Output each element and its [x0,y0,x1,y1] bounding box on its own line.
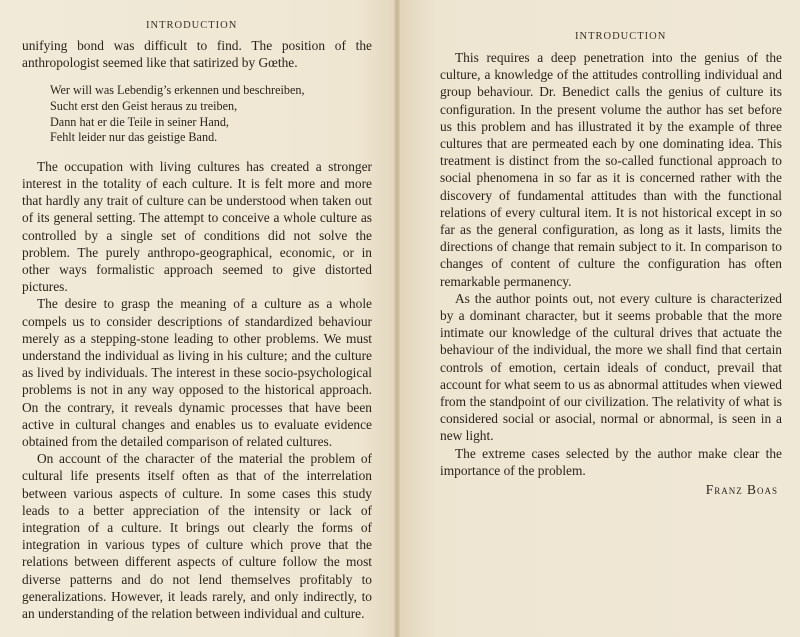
book-gutter [394,0,400,637]
left-page-text [22,37,372,622]
paragraph: The desire to grasp the meaning of a culture as a whole compels us to consider descriptions of standardized behaviour merely as a stepping-stone leading to other problems. We must understand the individual as living in his culture; and the culture as lived by individuals. The interest in these socio-psychological problems is not in any way opposed to the historical approach. On the contrary, it reveals dynamic processes that have been active in cultural changes and enables us to evaluate evidence obtained from the detailed comparison of related cultures. [22,296,372,450]
verse-quotation [50,83,372,145]
right-page [397,0,800,637]
paragraph: The occupation with living cultures has created a stronger interest in the totality of each culture. It is felt more and more that hardly any trait of culture can be understood when taken out of its general setting. The attempt to conceive a whole culture as controlled by a single set of conditions did not solve the problem. The purely anthropo-geographical, economic, or in other ways formalistic approach seemed to give distorted pictures. [22,158,372,295]
verse-line: Sucht erst den Geist heraus zu treiben, [50,99,238,113]
running-head: INTRODUCTION [575,31,667,42]
running-head: INTRODUCTION [146,20,238,31]
paragraph: The extreme cases selected by the author make clear the importance of the problem. [440,445,782,478]
right-page-text [440,49,782,498]
paragraph: As the author points out, not every culture is characterized by a dominant character, but it seems probable that the more intimate our knowledge of the cultural drives that actuate the behaviour of the individual, the more we shall find that certain controls of emotion, certain ideals of conduct, prevail that account for what seem to us as abnormal attitudes when viewed from the standpoint of our civilization. The relativity of what is considered social or asocial, normal or abnormal, is seen in a new light. [440,290,782,444]
paragraph: This requires a deep penetration into the genius of the culture, a knowledge of the attitudes controlling individual and group behaviour. Dr. Benedict calls the genius of culture its configuration. In the present volume the author has set before us this problem and has illustrated it by the example of three cultures that are permeated each by one dominating idea. This treatment is distinct from the so-called functional approach to social phenomena in so far as it is concerned rather with the discovery of fundamental attitudes than with the functional relations of every cultural item. It is not historical except in so far as the general configuration, as long as it lasts, limits the directions of change that remain subject to it. In comparison to changes of content of culture the configuration has often remarkable permanency. [440,50,782,289]
paragraph: unifying bond was difficult to find. The position of the anthropologist seemed like that satirized by Gœthe. [22,38,372,71]
verse-line: Wer will was Lebendig’s erkennen und beschreiben, [50,83,305,98]
paragraph: On account of the character of the material the problem of cultural life presents itself often as that of the interrelation between various aspects of culture. In some cases this study leads to a better appreciation of the intensity or lack of integration of a culture. It brings out clearly the forms of integration in various types of culture which prove that the relations between different aspects of culture follow the most diverse patterns and do not lend themselves profitably to generalizations. However, it leads rarely, and only indirectly, to an understanding of the relation between individual and culture. [22,451,372,622]
verse-line: Dann hat er die Teile in seiner Hand, [50,114,229,129]
left-page [0,0,397,637]
author-signature: Franz Boas [705,482,778,498]
verse-line: Fehlt leider nur das geistige Band. [50,130,218,145]
